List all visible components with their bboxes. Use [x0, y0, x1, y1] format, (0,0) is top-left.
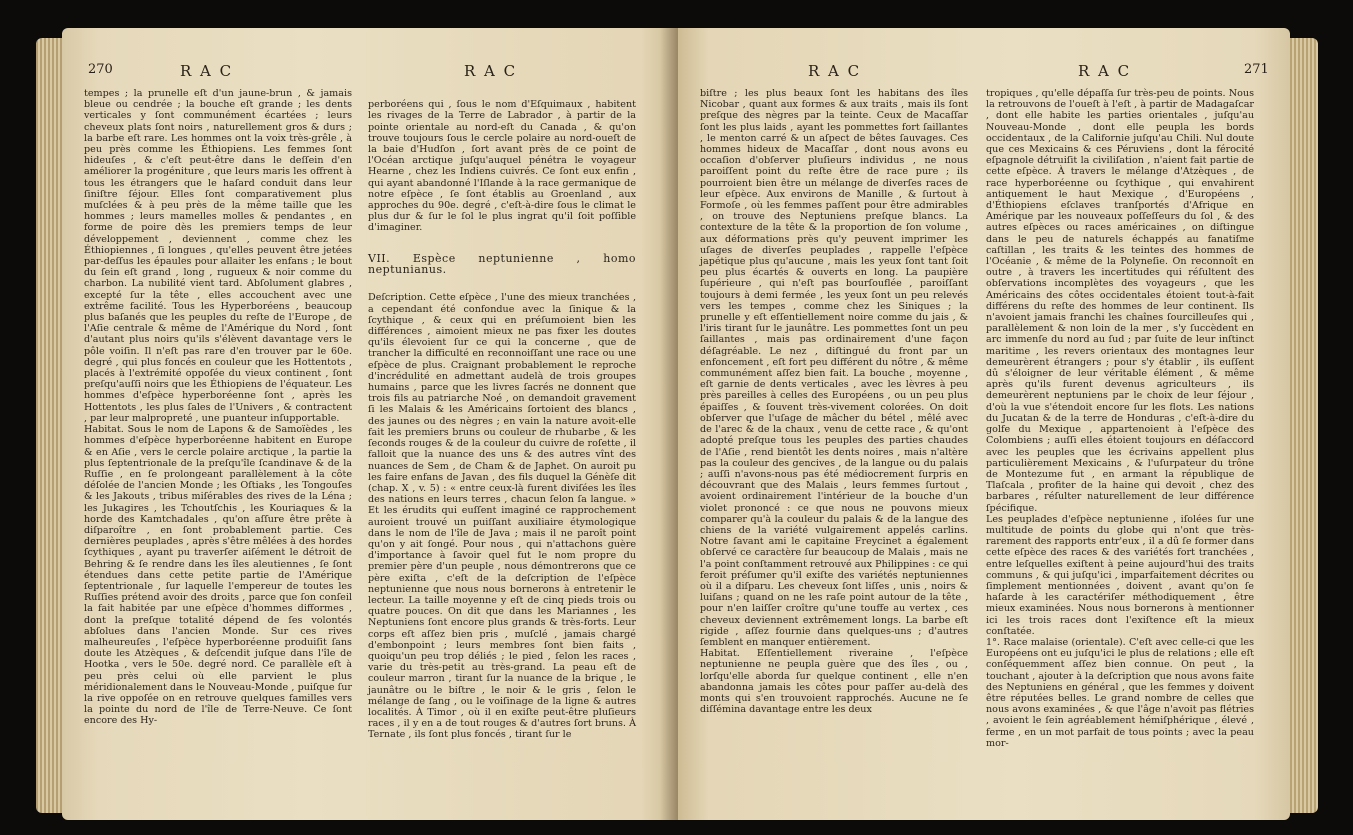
- right-page-stack: [1288, 38, 1318, 813]
- text-column-2: [368, 88, 636, 752]
- left-page-stack: [36, 38, 64, 813]
- open-book: [30, 12, 1330, 824]
- text-column-1: tempes ; la prunelle eſt d'un jaune-brun , & jamais bleue ou cendrée ; la bouche eſt grande ; les dents verticales y ſont communément écartées ; leurs cheveux plats ſont noirs , naturellement gros & durs ; la barbe eſt rare. Les hommes ont la voix très-grêle , à peu près comme les Éthiopiens. Les femmes ſont hideuſes , & c'eſt peut-être dans le deſſein d'en améliorer la progéniture , que leurs maris les offrent à tous les étrangers que le haſard conduit dans leur ſiniſtre ſéjour. Elles ſont comparativement plus muſclées & à peu près de la même taille que les hommes ; leurs mamelles molles & pendantes , en forme de poire dès les premiers temps de leur développement , deviennent , comme chez les Éthiopiennes , ſi longues , qu'elles peuvent être jetées par-deſſus les épaules pour allaiter les enfans ; le bout du ſein eſt grand , long , rugueux & noir comme du charbon. La nubilité vient tard. Abſolument glabres , excepté ſur la tête , elles accouchent avec une extrême facilité. Tous les Hyperboréens , beaucoup plus baſanés que les peuples du reſte de l'Europe , de l'Aſie centrale & même de l'Amérique du Nord , ſont d'autant plus noirs qu'ils s'élèvent davantage vers le pôle voiſin. Il n'eſt pas rare d'en trouver par le 60e. degré , qui plus foncés en couleur que les Hottentots , placés à l'extrémité oppoſée du vieux continent , ſont preſqu'auſſi noirs que les Éthiopiens de l'équateur. Les hommes d'eſpèce hyperboréenne ſont , après les Hottentots , les plus ſales de l'Univers , & contractent , par leur malpropreté , une puanteur inſupportable. Habitat. Sous le nom de Lapons & de Samoïèdes , les hommes d'eſpèce hyperboréenne habitent en Europe & en Aſie , vers le cercle polaire arctique , la partie la plus ſeptentrionale de la preſqu'île ſcandinave & de la Ruſſie , en ſe prolongeant parallèlement à la côte déſolée de l'ancien Monde ; les Oſtiaks , les Tongouſes & les Jakouts , tribus miſérables des rives de la Léna ; les Jukagires , les Tchoutſchis , les Kouriaques & la horde des Kamtchadales , qu'on aſſure être prête à diſparoître , en ſont probablement partie. Ces dernières peuplades , après s'être mêlées à des hordes ſcythiques , ayant pu traverſer aiſément le détroit de Behring & ſe rendre dans les îles aleutiennes , ſe ſont étendues dans cette petite partie de l'Amérique ſeptentrionale , ſur laquelle l'empereur de toutes les Ruſſies prétend avoir des droits , parce que ſon conſeil la fait habitée par une eſpèce d'hommes difformes , dont la preſque totalité dépend de ſes volontés abſolues dans l'ancien Monde. Sur ces rives malheureuſes , l'eſpèce hyperboréenne produiſit ſans doute les Atzèques , & deſcendit juſque dans l'île de Hootka , vers le 50e. degré nord. Ce parallèle eſt à peu près celui où elle parvient le plus méridionalement dans le Nouveau-Monde , puiſque ſur la rive oppoſée on en retrouve quelques familles vers la pointe du nord de l'île de Terre-Neuve. Ce ſont encore des Hy-: [84, 88, 352, 727]
- page-number: 271: [1244, 62, 1269, 77]
- paragraph: Deſcription. Cette eſpèce , l'une des mieux tranchées , a cependant été confondue avec la ſinique & la ſcythique , & ceux qui en préſumoient bien les différences , aimoient mieux ne pas fixer les doutes qu'ils élevoient ſur ce qui la concerne , que de trancher la difficulté en reconnoiſſant une race ou une eſpèce de plus. Craignant probablement le reproche d'incrédulité en admettant audelà de trois groupes humains , parce que les livres ſacrés ne donnent que trois fils au patriarche Noé , on demandoit gravement ſi les Malais & les Américains ſortoient des blancs , des jaunes ou des nègres ; en vain la nature avoit-elle fait les premiers bruns ou couleur de rhubarbe , & les ſeconds rouges & de la couleur du cuivre de roſette , il falloit que la nuance des uns & des autres vînt des nuances de Sem , de Cham & de Japhet. On auroit pu les faire enfans de Javan , des fils duquel la Génèſe dit (chap. X , v. 5) : « entre ceux-là furent diviſées les îles des nations en leurs terres , chacun ſelon ſa langue. » Et les érudits qui euſſent imaginé ce rapprochement auroient trouvé un puiſſant auxiliaire étymologique dans le nom de l'île de Java ; mais il ne paroît point qu'on y ait ſongé. Pour nous , qui n'attachons guère d'importance à ſavoir quel fut le nom propre du premier père d'un peuple , nous démontrerons que ce père exiſta , c'eſt de la deſcription de l'eſpèce neptunienne que nous nous bornerons à entretenir le lecteur. La taille moyenne y eſt de cinq pieds trois ou quatre pouces. On dit que dans les Mariannes , les Neptuniens ſont encore plus grands & très-forts. Leur corps eſt aſſez bien pris , muſclé , jamais chargé d'embonpoint ; leurs membres ſont bien faits , quoiqu'un peu trop déliés ; le pied , ſelon les races , varie du très-petit au très-grand. La peau eſt de couleur marron , tirant ſur la nuance de la brique , le jaunâtre ou le biſtre , le noir & le gris , ſelon le mélange de ſang , ou le voiſinage de la ligne & autres localités. À Timor , où il en exiſte peut-être pluſieurs races , il y en a de tout rouges & d'autres ſort bruns. À Ternate , ils ſont plus foncés , tirant ſur le: [368, 292, 636, 741]
- right-page: [678, 28, 1290, 820]
- text-column-2: tropiques , qu'elle dépaſſa ſur très-peu de points. Nous la retrouvons de l'oueſt à l'eſt , à partir de Madagaſcar , dont elle habite les parties orientales , juſqu'au Nouveau-Monde , dont elle peupla les bords occidentaux , de la Californie juſqu'au Chili. Nul doute que ces Mexicains & ces Péruviens , dont la férocité eſpagnole détruiſit la civiliſation , n'aient fait partie de cette eſpèce. À travers le mélange d'Atzèques , de race hyperboréenne ou ſcythique , qui envahirent antiquement le haut Mexique , d'Européens , d'Éthiopiens eſclaves tranſportés d'Afrique en Amérique par les nouveaux poſſeſſeurs du ſol , & des autres eſpèces ou races américaines , on diſtingue dans le peu de naturels échappés au fanatiſme caſtillan , les traits & les teintes des hommes de l'Océanie , & même de la Polyneſie. On reconnoît en outre , à travers les incertitudes qui réſultent des obſervations incomplètes des voyageurs , que les Américains des côtes occidentales étoient tout-à-fait différens du reſte des hommes de leur continent. Ils n'avoient jamais franchi les chaînes ſourcilleuſes qui , parallèlement & non loin de la mer , s'y ſuccèdent en arc immenſe du nord au ſud ; par ſuite de leur inſtinct maritime , les revers orientaux des montagnes leur demeurèrent étrangers ; pour s'y établir , ils euſſent dû s'éloigner de leur véritable élément , & même après qu'ils furent devenus agriculteurs , ils demeurèrent neptuniens par le choix de leur ſéjour , d'où la vue s'étendoit encore ſur les flots. Les nations du Jucatan & de la terre de Honduras , c'eſt-à-dire du golfe du Mexique , appartenoient à l'eſpèce des Colombiens ; auſſi elles étoient toujours en déſaccord avec les peuples que les écrivains appellent plus particulièrement Mexicains , & l'uſurpateur du trône de Montezume fut , en armant la république de Tlaſcala , profiter de la haine qui devoit , chez des barbares , réſulter naturellement de leur différence ſpécifique. Les peuplades d'eſpèce neptunienne , iſolées ſur une multitude de points du globe qui n'ont que très-rarement des rapports entr'eux , il a dû ſe former dans cette eſpèce des races & des variétés fort tranchées , entre leſquelles exiſtent à peine aujourd'hui des traits communs , & qui juſqu'ici , imparfaitement décrites ou ſimplement mentionnées , doivent , avant qu'on ſe haſarde à les caractériſer méthodiquement , être mieux examinées. Nous nous bornerons à mentionner ici les trois races dont l'exiſtence eſt la mieux conſtatée. 1°. Race malaise (orientale). C'eſt avec celle-ci que les Européens ont eu juſqu'ici le plus de relations ; elle eſt conſéquemment aſſez bien connue. On peut , la touchant , ajouter à la deſcription que nous avons faite des Neptuniens en général , que les femmes y doivent être réputées belles. Le grand nombre de celles que nous avons examinées , & que l'âge n'avoit pas flétries , avoient le ſein agréablement hémiſphérique , élevé , ferme , en un mot parfait de tous points ; avec la peau mor-: [986, 88, 1254, 749]
- running-header: R A C: [808, 62, 862, 80]
- left-page: [62, 28, 678, 820]
- running-header: R A C: [464, 62, 518, 80]
- paragraph: perboréens qui , ſous le nom d'Eſquimaux , habitent les rivages de la Terre de Labrador , à partir de la pointe orientale au nord-eſt du Canada , & qu'on trouve toujours ſous le cercle polaire au nord-oueſt de la baie d'Hudſon , ſort avant près de ce point de l'Océan arctique juſqu'auquel pénétra le voyageur Hearne , chez les Indiens cuivrés. Ce ſont eux enfin , qui ayant abandonné l'Iſlande à la race germanique de notre eſpèce , ſe ſont établis au Groenland , aux approches du 90e. degré , c'eſt-à-dire ſous le climat le plus dur & ſur le ſol le plus ingrat qu'il ſoit poſſible d'imaginer.: [368, 99, 636, 234]
- page-number: 270: [88, 62, 113, 77]
- text-column-1: biſtre ; les plus beaux ſont les habitans des îles Nicobar , quant aux formes & aux traits , mais ils ſont preſque des nègres par la teinte. Ceux de Macaſſar ſont les plus laids , ayant les pommettes fort ſaillantes , le menton carré & un aſpect de bêtes ſauvages. Ces hommes hideux de Macaſſar , dont nous avons eu occaſion d'obſerver pluſieurs individus , ne nous paroiſſent point du reſte être de race pure ; ils pourroient bien être un mélange de diverſes races de leur eſpèce. Aux environs de Manille , & ſurtout à Formoſe , où les femmes paſſent pour être admirables , on trouve des Neptuniens preſque blancs. La contexture de la tête & la proportion de ſon volume , aux déformations près qu'y peuvent imprimer les uſages de diverſes peuplades , rappelle l'eſpèce japétique plus qu'aucune , mais les yeux ſont tant ſoit peu plus écartés & ouverts en long. La paupière ſupérieure , qui n'eſt pas bourſouflée , paroiſſant toujours à demi fermée , les yeux ſont un peu relevés vers les tempes , comme chez les Siniques ; la prunelle y eſt eſſentiellement noire comme du jais , & l'iris tirant ſur le jaunâtre. Les pommettes ſont un peu ſaillantes , mais pas ordinairement d'une façon déſagréable. Le nez , diſtingué du front par un enfoncement , eſt fort peu différent du nôtre , & même communément aſſez bien fait. La bouche , moyenne , eſt garnie de dents verticales , avec les lèvres à peu près pareilles à celles des Européens , ou un peu plus épaiſſes , & ſouvent très-vivement colorées. On doit obſerver que l'uſage de mâcher du bétel , mêlé avec de l'arec & de la chaux , venu de cette race , & qu'ont adopté preſque tous les peuples des parties chaudes de l'Aſie , rend bientôt les dents noires , mais n'altère pas la couleur des gencives , de la langue ou du palais ; auſſi n'avons-nous pas été médiocrement ſurpris en découvrant que des Malais , leurs femmes ſurtout , avoient ordinairement l'intérieur de la bouche d'un violet prononcé : ce que nous ne pouvons mieux comparer qu'à la couleur du palais & de la langue des chiens de la variété vulgairement appelés carlins. Notre ſavant ami le capitaine Freycinet a également obſervé ce caractère ſur beaucoup de Malais , mais ne l'a point conſtamment retrouvé aux Philippines : ce qui feroit préſumer qu'il exiſte des variétés neptuniennes où il a diſparu. Les cheveux ſont liſſes , unis , noirs & luiſans ; quand on ne les raſe point autour de la tête , pour n'en laiſſer croître qu'une touffe au vertex , ces cheveux deviennent extrêmement longs. La barbe eſt rigide , aſſez fournie dans quelques-uns ; d'autres ſemblent en manquer entièrement. Habitat. Eſſentiellement riveraine , l'eſpèce neptunienne ne peupla guère que des îles , ou , lorſqu'elle aborda ſur quelque continent , elle n'en abandonna jamais les côtes pour paſſer au-delà des monts qui s'en trouvoient rapprochés. Aucune ne ſe diſſémina davantage entre les deux: [700, 88, 968, 716]
- running-header: R A C: [1078, 62, 1132, 80]
- running-header: R A C: [180, 62, 234, 80]
- section-heading: VII. Espèce neptunienne , homo neptunianus.: [368, 251, 636, 277]
